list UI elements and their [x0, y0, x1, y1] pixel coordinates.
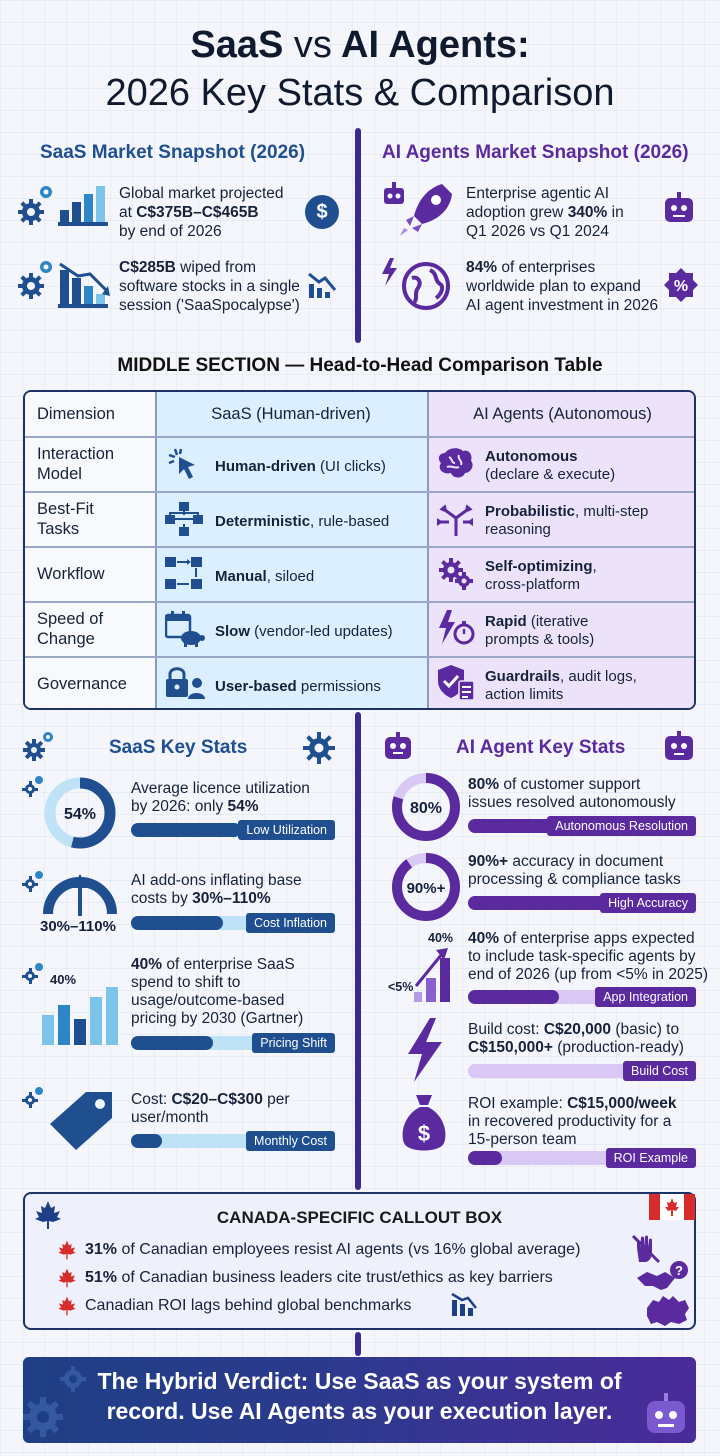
- ai-roi-example: ROI example: C$15,000/week in recovered productivity for a 15-person team: [468, 1095, 677, 1148]
- ai-snapshot-heading: AI Agents Market Snapshot (2026): [382, 142, 689, 163]
- accuracy-donut: [390, 851, 462, 923]
- row-divider: [25, 436, 696, 438]
- declining-chart-icon: [450, 1292, 478, 1318]
- dollar-coin-icon: $: [305, 195, 339, 229]
- roi-example-progress-bar: [468, 1151, 696, 1165]
- shield-checklist-icon: [437, 665, 475, 701]
- progress-fill: [131, 916, 223, 930]
- saas-interaction-model: Human-driven (UI clicks): [215, 458, 386, 475]
- brain-icon: [437, 447, 475, 479]
- row-divider: [25, 491, 696, 493]
- build-cost-progress-bar: [468, 1064, 696, 1078]
- progress-tag: Build Cost: [623, 1061, 696, 1081]
- pricing-shift-progress-bar: [131, 1036, 335, 1050]
- canada-stat-trust: 51% of Canadian business leaders cite trust/ethics as key barriers: [85, 1269, 553, 1286]
- resolution-donut: [390, 771, 462, 843]
- progress-tag: Autonomous Resolution: [547, 816, 696, 836]
- ai-enterprise-apps: 40% of enterprise apps expected to include task-specific agents by end of 2026 (up from <5% in 2025): [468, 930, 708, 983]
- lightning-bolt-icon: [402, 1018, 446, 1082]
- section-divider: [355, 128, 361, 343]
- svg-text:?: ?: [675, 1263, 683, 1278]
- saas-best-fit: Deterministic, rule-based: [215, 513, 390, 530]
- bar-chart-label: 40%: [50, 972, 77, 987]
- gauge-icon: [40, 872, 120, 918]
- calendar-turtle-icon: [165, 611, 205, 647]
- ai-adoption-growth: Enterprise agentic AI adoption grew 340% in Q1 2026 vs Q1 2024: [466, 185, 624, 240]
- app-integration-progress-bar: [468, 990, 696, 1004]
- growth-bars-icon: [412, 946, 462, 1004]
- gear-declining-chart-icon: [18, 258, 113, 310]
- lightning-stopwatch-icon: [437, 610, 475, 646]
- saas-governance: User-based permissions: [215, 678, 381, 695]
- ai-interaction-model: Autonomous (declare & execute): [485, 448, 616, 483]
- progress-tag: Pricing Shift: [252, 1033, 335, 1053]
- row-dimension: Governance: [37, 675, 127, 693]
- progress-fill: [131, 1036, 213, 1050]
- flowchart-icon: [165, 502, 203, 536]
- saas-stock-wipe: C$285B wiped from software stocks in a single session ('SaaSpocalypse'): [119, 259, 300, 314]
- canada-flag-icon: [649, 1194, 695, 1220]
- hybrid-verdict-banner: [23, 1357, 696, 1443]
- cost-inflation-progress-bar: [131, 916, 335, 930]
- comparison-table: [23, 390, 696, 710]
- column-divider: [427, 392, 429, 708]
- ai-governance: Guardrails, audit logs, action limits: [485, 668, 637, 703]
- section-divider: [355, 1332, 361, 1356]
- branching-arrows-icon: [437, 502, 475, 536]
- row-dimension: Speed of Change: [37, 610, 104, 648]
- saas-cost-per-user: Cost: C$20–C$300 per user/month: [131, 1091, 290, 1126]
- gears-cycle-icon: [437, 556, 475, 592]
- progress-fill: [468, 1064, 605, 1078]
- canada-callout-title: CANADA-SPECIFIC CALLOUT BOX: [216, 1208, 503, 1227]
- ai-speed-of-change: Rapid (iterative prompts & tools): [485, 613, 595, 648]
- svg-text:$: $: [417, 1121, 431, 1146]
- canada-stat-resistance: 31% of Canadian employees resist AI agents (vs 16% global average): [85, 1241, 581, 1258]
- robot-icon: [383, 732, 413, 762]
- saas-workflow: Manual, siloed: [215, 568, 315, 585]
- price-tag-icon: [46, 1090, 114, 1152]
- progress-fill: [468, 1151, 502, 1165]
- cursor-click-icon: [167, 447, 201, 481]
- progress-tag: App Integration: [595, 987, 696, 1007]
- ai-build-cost: Build cost: C$20,000 (basic) to C$150,000+ (production-ready): [468, 1021, 684, 1056]
- comparison-section-title: MIDDLE SECTION — Head-to-Head Comparison Table: [117, 355, 603, 376]
- canada-stat-roi: Canadian ROI lags behind global benchmarks: [85, 1297, 412, 1314]
- row-dimension: Interaction Model: [37, 445, 115, 483]
- gauge-value: 30%–110%: [40, 918, 116, 935]
- progress-fill: [468, 990, 559, 1004]
- row-dimension: Best-Fit Tasks: [37, 500, 94, 538]
- stock-down-icon: [307, 270, 339, 300]
- percent-badge-icon: [664, 268, 698, 302]
- saas-key-stats-heading: SaaS Key Stats: [109, 737, 248, 758]
- maple-leaf-bullet-icon: [57, 1268, 77, 1288]
- saas-market-projection: Global market projected at C$375B–C$465B by end of 2026: [119, 185, 284, 240]
- growth-top-label: 40%: [428, 931, 454, 945]
- saas-ai-addons: AI add-ons inflating base costs by 30%–110%: [131, 872, 302, 907]
- small-gear-icon: [22, 775, 44, 802]
- globe-lightning-icon: [380, 256, 455, 314]
- page-subtitle: 2026 Key Stats & Comparison: [105, 72, 615, 114]
- donut-value: 54%: [63, 806, 97, 823]
- saas-pricing-shift: 40% of enterprise SaaS spend to shift to usage/outcome-based pricing by 2030 (Gartner): [131, 956, 304, 1027]
- maple-leaf-bullet-icon: [57, 1240, 77, 1260]
- donut-value: 90%+: [406, 880, 446, 897]
- progress-tag: Monthly Cost: [246, 1131, 335, 1151]
- header-saas: SaaS (Human-driven): [211, 405, 371, 423]
- gear-bar-chart-icon: [18, 182, 113, 234]
- monthly-cost-progress-bar: [131, 1134, 335, 1148]
- saas-column: [155, 392, 427, 708]
- ai-column: [427, 392, 696, 708]
- high-accuracy-progress-bar: [468, 896, 696, 910]
- saas-speed-of-change: Slow (vendor-led updates): [215, 623, 393, 640]
- small-gear-icon: [22, 1086, 44, 1113]
- saas-snapshot-heading: SaaS Market Snapshot (2026): [40, 142, 306, 163]
- progress-tag: High Accuracy: [600, 893, 696, 913]
- gear-icon: [22, 730, 56, 762]
- rising-bar-chart-icon: [40, 985, 122, 1047]
- ai-document-accuracy: 90%+ accuracy in document processing & compliance tasks: [468, 853, 681, 888]
- row-divider: [25, 656, 696, 658]
- header-dimension: Dimension: [37, 405, 115, 423]
- saas-licence-utilization: Average licence utilization by 2026: only 54%: [131, 780, 310, 815]
- percent-symbol: %: [673, 278, 689, 295]
- robot-icon: [662, 192, 696, 226]
- header-ai-agents: AI Agents (Autonomous): [473, 405, 652, 423]
- row-divider: [25, 546, 696, 548]
- utilization-donut: [42, 775, 118, 851]
- ai-support-resolution: 80% of customer support issues resolved autonomously: [468, 776, 676, 811]
- section-divider: [355, 712, 361, 1190]
- column-divider: [155, 392, 157, 708]
- utilization-progress-bar: [131, 823, 335, 837]
- donut-value: 80%: [409, 800, 443, 817]
- ai-key-stats-heading: AI Agent Key Stats: [456, 737, 626, 758]
- page-title: SaaS vs AI Agents:: [190, 24, 530, 66]
- growth-bottom-label: <5%: [388, 980, 414, 994]
- progress-tag: Cost Inflation: [246, 913, 335, 933]
- progress-tag: Low Utilization: [238, 820, 335, 840]
- robot-icon: [663, 731, 695, 763]
- row-dimension: Workflow: [37, 565, 105, 583]
- workflow-blocks-icon: [165, 557, 203, 591]
- lock-user-icon: [165, 665, 205, 701]
- autonomous-resolution-progress-bar: [468, 819, 696, 833]
- ai-workflow: Self-optimizing, cross-platform: [485, 558, 597, 593]
- money-bag-icon: [400, 1093, 448, 1155]
- progress-tag: ROI Example: [606, 1148, 696, 1168]
- maple-leaf-bullet-icon: [57, 1296, 77, 1316]
- gear-icon: [302, 731, 336, 765]
- canada-map-icon: [645, 1294, 691, 1328]
- hybrid-verdict-text: The Hybrid Verdict: Use SaaS as your system of record. Use AI Agents as your execution layer.: [97, 1368, 622, 1424]
- progress-fill: [131, 1134, 162, 1148]
- dimension-column: [25, 392, 155, 708]
- canada-callout-box: [23, 1192, 696, 1330]
- row-divider: [25, 601, 696, 603]
- progress-fill: [131, 823, 241, 837]
- ai-best-fit: Probabilistic, multi-step reasoning: [485, 503, 649, 538]
- ai-investment-plan: 84% of enterprises worldwide plan to expand AI agent investment in 2026: [466, 259, 659, 314]
- robot-rocket-icon: [380, 180, 455, 238]
